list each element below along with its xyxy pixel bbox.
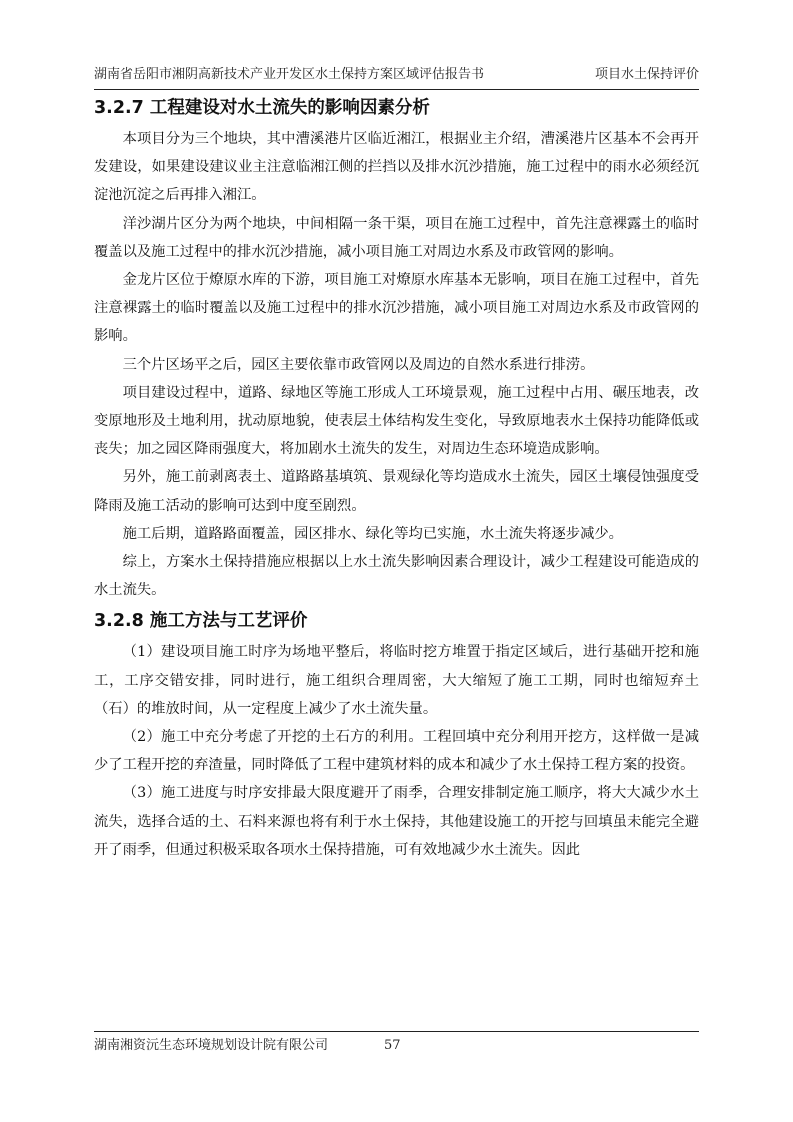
paragraph: 施工后期，道路路面覆盖，园区排水、绿化等均已实施，水土流失将逐步减少。	[122, 525, 623, 542]
page-header	[94, 64, 699, 86]
section-heading-3-2-7: 3.2.7 工程建设对水土流失的影响因素分析	[94, 98, 430, 118]
page-body	[94, 91, 699, 864]
footer-divider	[94, 1031, 699, 1032]
footer-company: 湖南湘资沅生态环境规划设计院有限公司	[94, 1038, 329, 1053]
paragraph: （3）施工进度与时序安排最大限度避开了雨季，合理安排制定施工顺序，将大大减少水土流失，选择合适的土、石料来源也将有利于水土保持，其他建设施工的开挖与回填虽未能完全避开了雨季，但通过积极采取各项水土保持措施，可有效地减少水土流失。因此	[94, 785, 699, 858]
section-heading-3-2-8: 3.2.8 施工方法与工艺评价	[94, 611, 308, 632]
header-section-title: 项目水土保持评价	[594, 67, 699, 82]
paragraph: （2）施工中充分考虑了开挖的土石方的利用。工程回填中充分利用开挖方，这样做一是减少了工程开挖的弃渣量，同时降低了工程中建筑材料的成本和减少了水土保持工程方案的投资。	[94, 729, 699, 774]
header-report-title: 湖南省岳阳市湘阴高新技术产业开发区水土保持方案区域评估报告书	[94, 67, 485, 82]
paragraph: 洋沙湖片区分为两个地块，中间相隔一条干渠，项目在施工过程中，首先注意裸露土的临时覆盖以及施工过程中的排水沉沙措施，减小项目施工对周边水系及市政管网的影响。	[94, 215, 699, 260]
paragraph: 金龙片区位于燎原水库的下游，项目施工对燎原水库基本无影响，项目在施工过程中，首先注意裸露土的临时覆盖以及施工过程中的排水沉沙措施，减小项目施工对周边水系及市政管网的影响。	[94, 272, 699, 345]
paragraph: 本项目分为三个地块，其中漕溪港片区临近湘江，根据业主介绍，漕溪港片区基本不会再开发建设，如果建设建议业主注意临湘江侧的拦挡以及排水沉沙措施，施工过程中的雨水必须经沉淀池沉淀之后再排入湘江。	[94, 131, 699, 204]
paragraph: （1）建设项目施工时序为场地平整后，将临时挖方堆置于指定区域后，进行基础开挖和施工，工序交错安排，同时进行，施工组织合理周密，大大缩短了施工工期，同时也缩短弃土（石）的堆放时间，从一定程度上减少了水土流失量。	[94, 644, 699, 717]
header-divider	[94, 89, 699, 90]
paragraph: 综上，方案水土保持措施应根据以上水土流失影响因素合理设计，减少工程建设可能造成的水土流失。	[94, 554, 699, 599]
page-number: 57	[384, 1038, 401, 1053]
paragraph: 三个片区场平之后，园区主要依靠市政管网以及周边的自然水系进行排涝。	[122, 356, 595, 373]
paragraph: 项目建设过程中，道路、绿地区等施工形成人工环境景观，施工过程中占用、碾压地表，改变原地形及土地利用，扰动原地貌，使表层土体结构发生变化，导致原地表水土保持功能降低或丧失；加之园区降雨强度大，将加剧水土流失的发生，对周边生态环境造成影响。	[94, 384, 699, 458]
paragraph: 另外，施工前剥离表土、道路路基填筑、景观绿化等均造成水土流失，园区土壤侵蚀强度受降雨及施工活动的影响可达到中度至剧烈。	[94, 469, 699, 514]
